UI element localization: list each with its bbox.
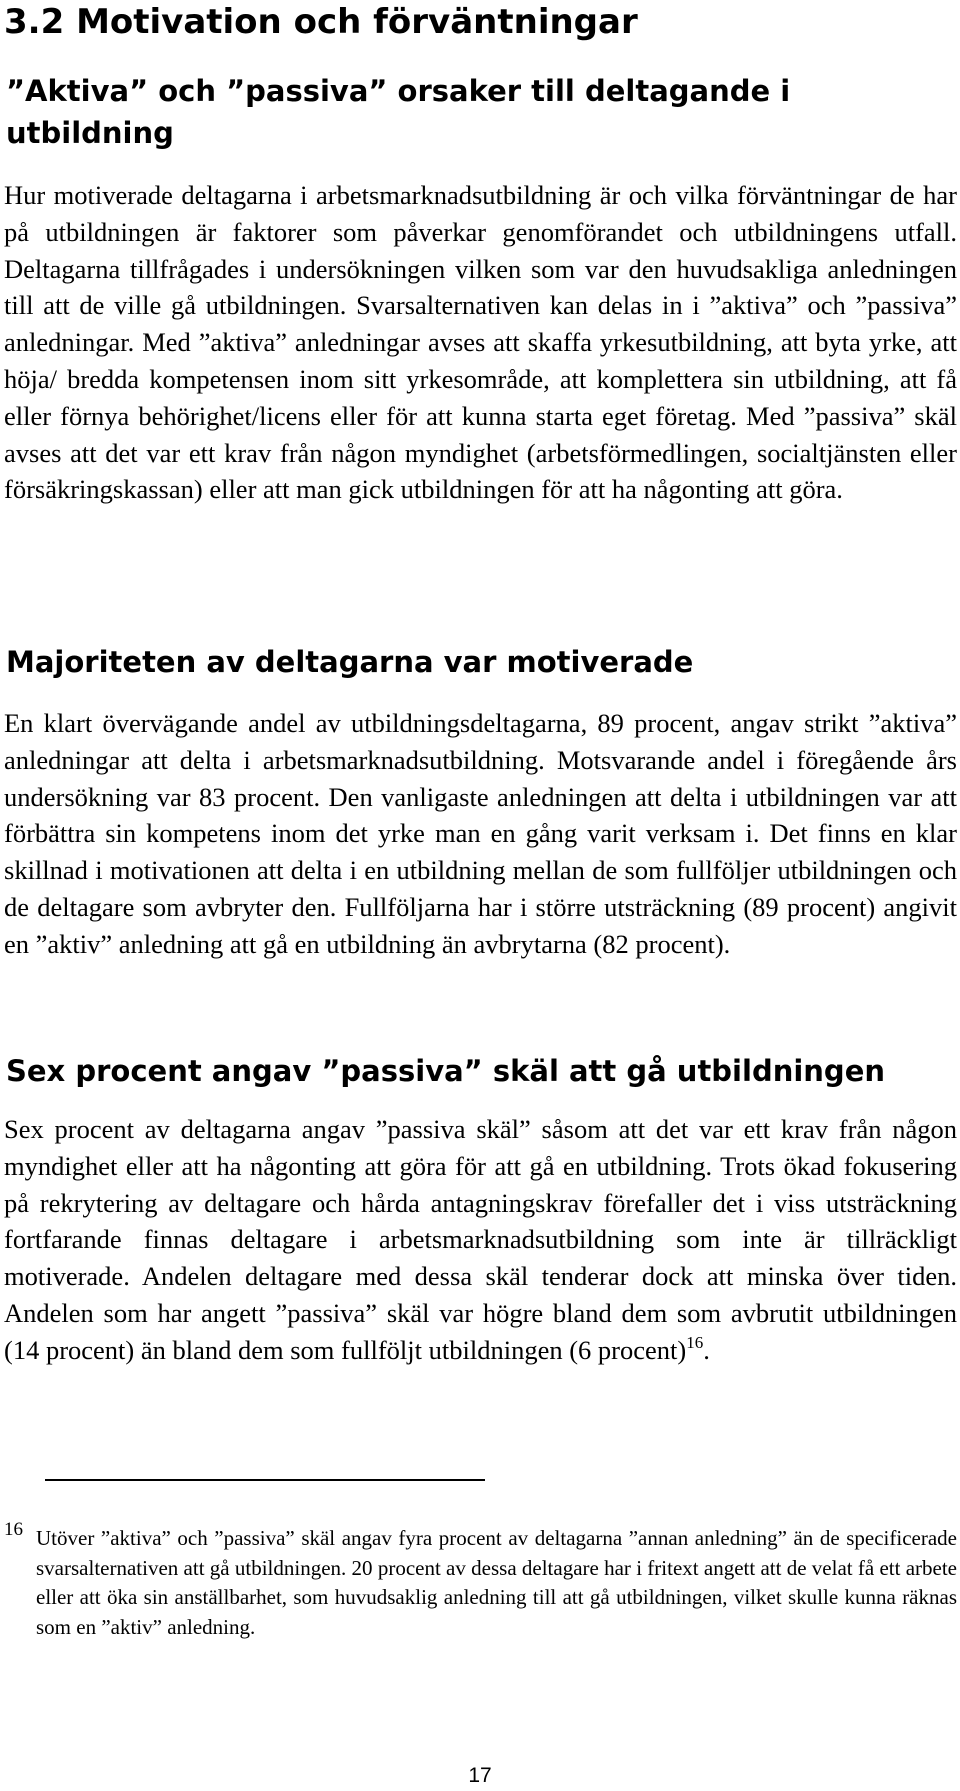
footnote-separator (45, 1479, 485, 1481)
section-heading-passive-reasons: Sex procent angav ”passiva” skäl att gå utbildningen (6, 1054, 886, 1088)
page-number: 17 (468, 1764, 492, 1787)
footnote-text: Utöver ”aktiva” och ”passiva” skäl angav fyra procent av deltagarna ”annan anledning” än de specificerade svarsalternativen att gå utbildningen. 20 procent av dessa deltagare har i fritext angett att de velat få ett arbete eller att öka sin anställbarhet, som huvudsaklig anledning till att gå utbildningen, vilket skulle kunna räknas som en ”aktiv” anledning. (36, 1526, 957, 1639)
footnote-number: 16 (4, 1519, 23, 1540)
section-heading-active-passive: ”Aktiva” och ”passiva” orsaker till deltagande i utbildning (6, 74, 791, 150)
paragraph-majority-motivated: En klart övervägande andel av utbildningsdeltagarna, 89 procent, angav strikt ”aktiva” anledningar att delta i arbetsmarknadsutbildning. Motsvarande andel i föregående års undersökning var 83 procent. Den vanligaste anledningen att delta i utbildningen var att förbättra sin kompetens inom det yrke man en gång varit verksam i. Det finns en klar skillnad i motivationen att delta i en utbildning mellan de som fullföljer utbildningen och de deltagare som avbryter den. Fullföljarna har i större utsträckning (89 procent) angivit en ”aktiv” anledning att gå en utbildning än avbrytarna (82 procent). (4, 708, 957, 959)
footnote (4, 1519, 957, 1642)
section-heading-majority-motivated: Majoriteten av deltagarna var motiverade (6, 645, 694, 679)
chapter-title: 3.2 Motivation och förväntningar (4, 2, 638, 42)
paragraph-passive-reasons-text: Sex procent av deltagarna angav ”passiva skäl” såsom att det var ett krav från någon myndighet eller att ha någonting att göra för att gå en utbildning. Trots ökad fokusering på rekrytering av deltagare och hårda antagningskrav förefaller det i viss utsträckning fortfarande finnas deltagare i arbetsmarknadsutbildning som inte är tillräckligt motiverade. Andelen deltagare med dessa skäl tenderar dock att minska över tiden. Andelen som har angett ”passiva” skäl var högre bland dem som avbrutit utbildningen (14 procent) än bland dem som fullföljt utbildningen (6 procent) (4, 1114, 957, 1365)
paragraph-passive-reasons (4, 1111, 957, 1373)
paragraph-passive-reasons-end: . (703, 1334, 710, 1365)
paragraph-motivation-intro: Hur motiverade deltagarna i arbetsmarknadsutbildning är och vilka förväntningar de har på utbildningen är faktorer som påverkar genomförandet och utbildningens utfall. Deltagarna tillfrågades i undersökningen vilken som var den huvudsakliga anledningen till att de ville gå utbildningen. Svarsalternativen kan delas in i ”aktiva” och ”passiva” anledningar. Med ”aktiva” anledningar avses att skaffa yrkesutbildning, att byta yrke, att höja/ bredda kompetensen inom sitt yrkesområde, att komplettera sin utbildning, att få eller förnya behörighet/licens eller för att kunna starta eget företag. Med ”passiva” skäl avses att det var ett krav från någon myndighet (arbetsförmedlingen, socialtjänsten eller försäkringskassan) eller att man gick utbildningen för att ha någonting att göra. (4, 180, 957, 505)
footnote-reference[interactable]: 16 (686, 1332, 704, 1352)
